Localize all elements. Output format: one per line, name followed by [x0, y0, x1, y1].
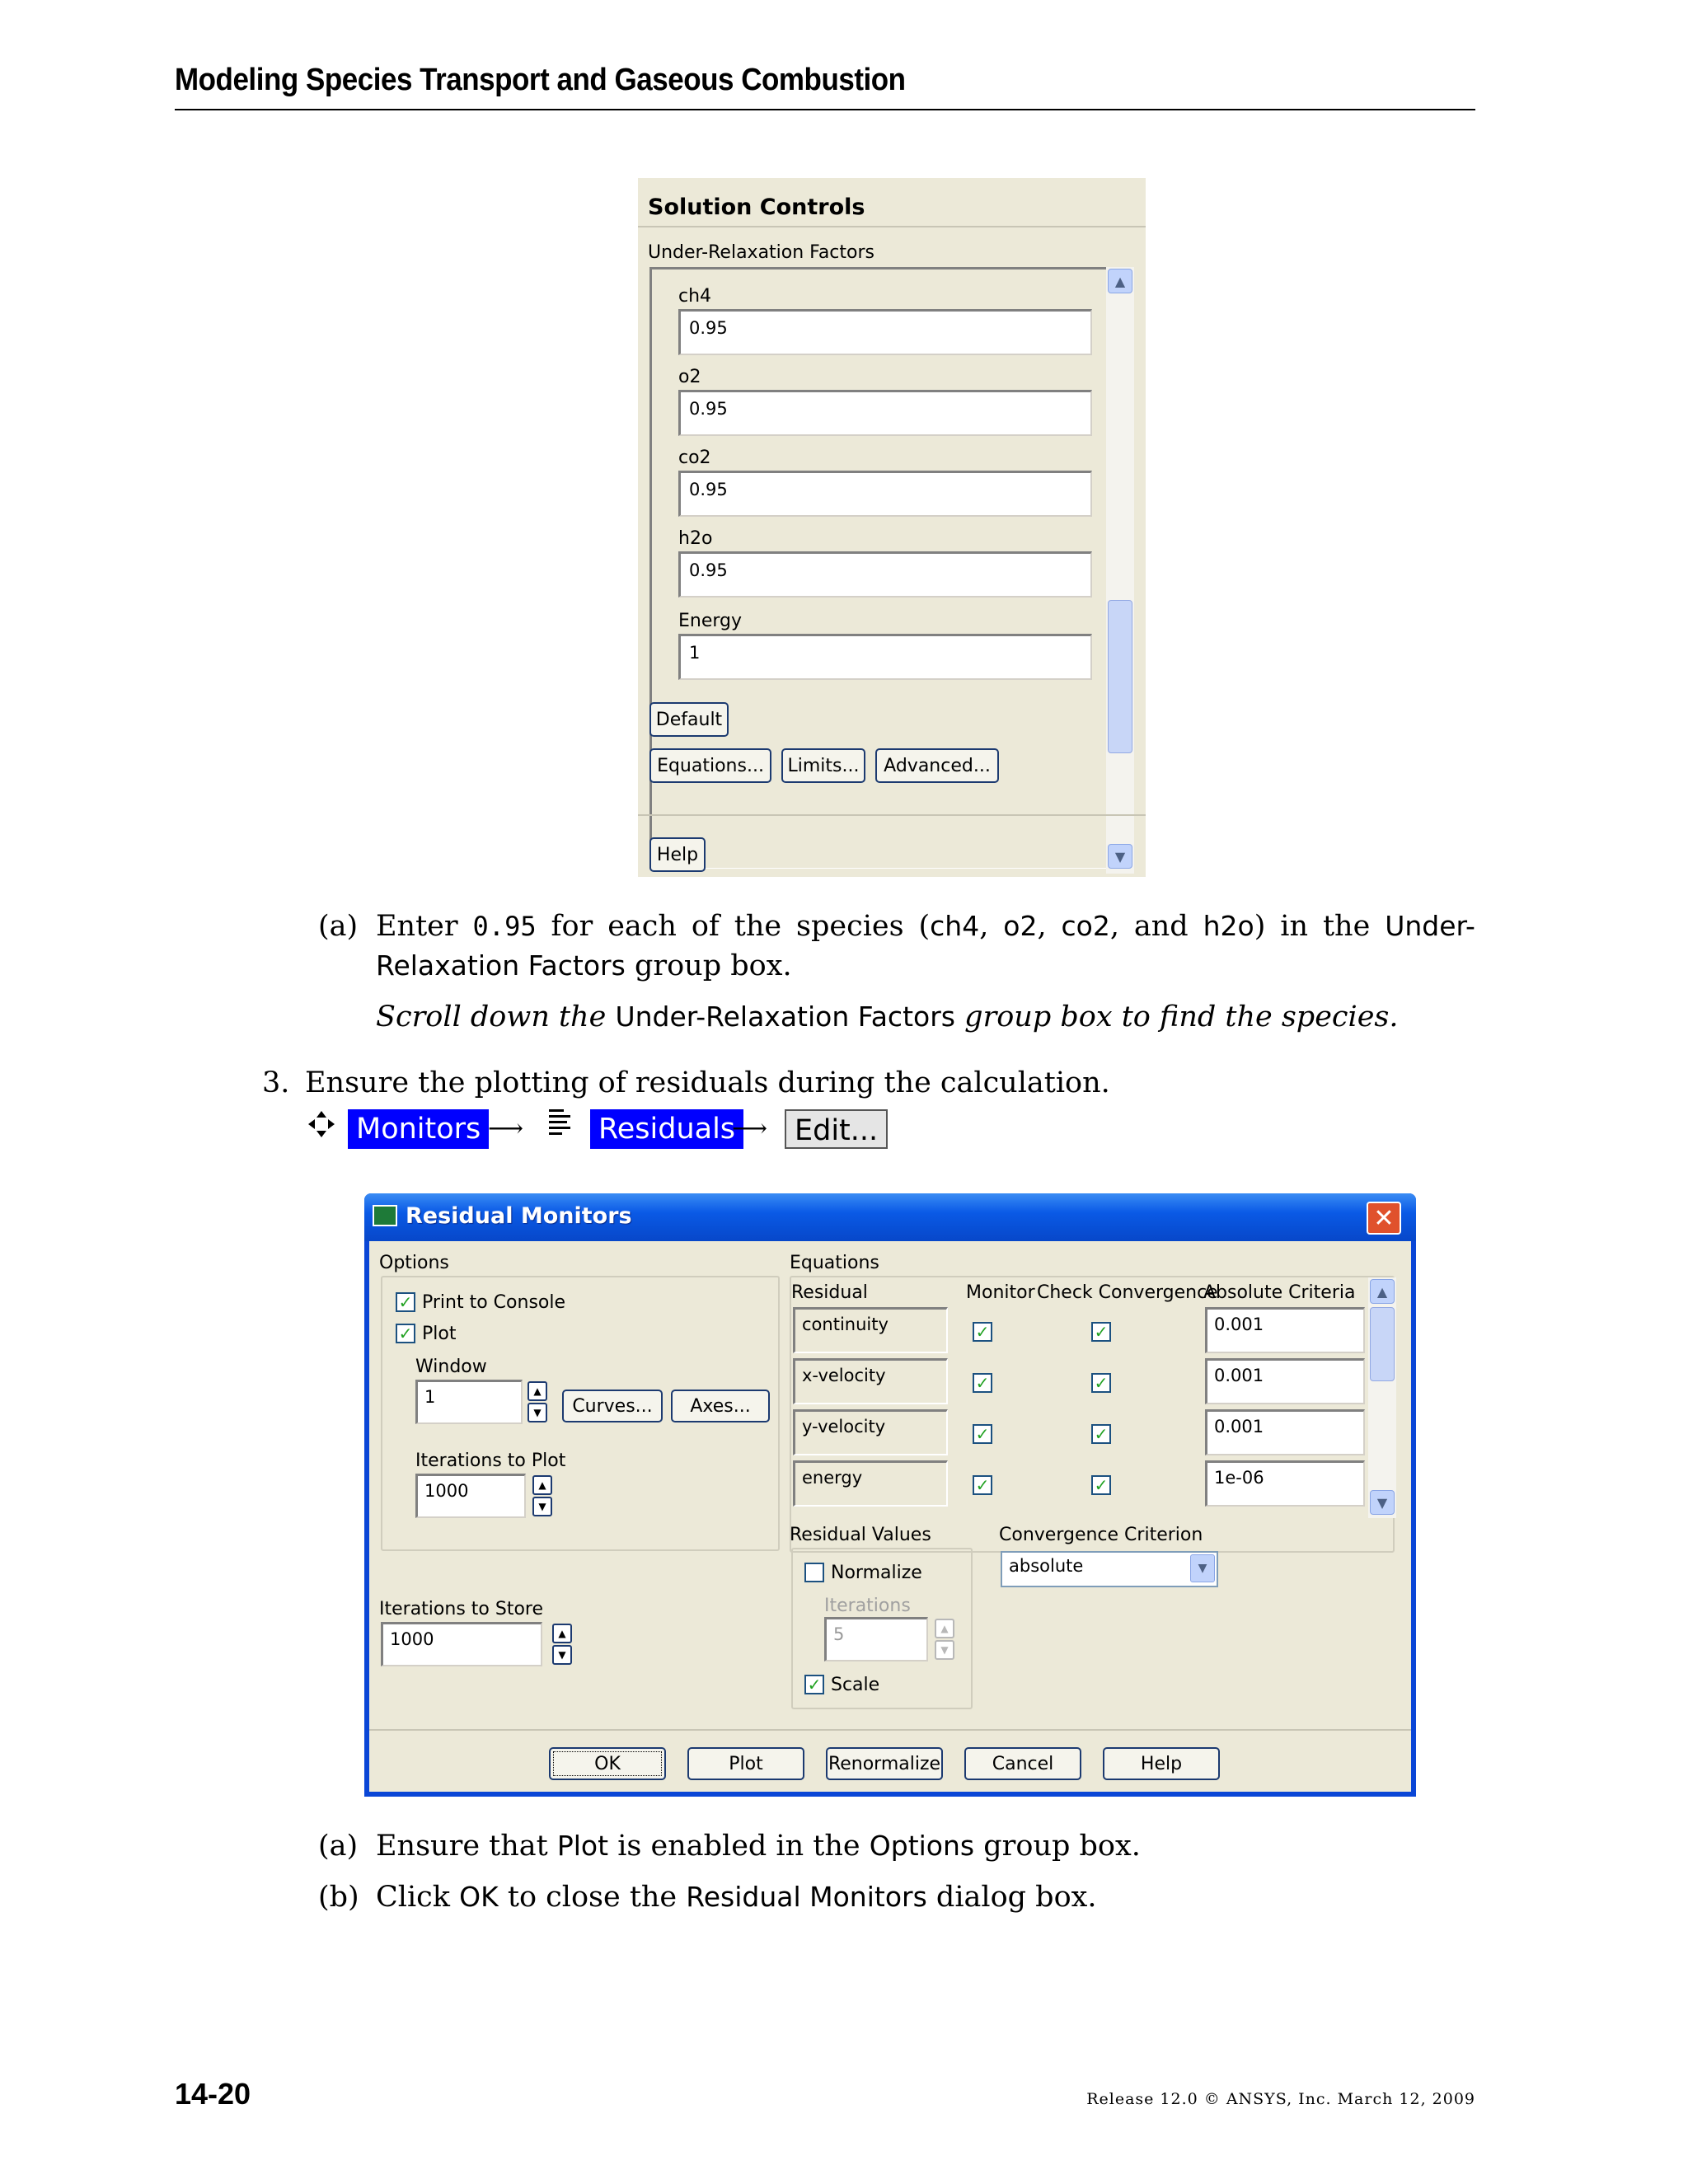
convergence-criterion-label: Convergence Criterion: [999, 1525, 1203, 1545]
equation-name-x-velocity: x-velocity: [793, 1358, 948, 1404]
plot-label: Plot: [422, 1324, 457, 1344]
step-a1-value: 0.95: [472, 911, 537, 942]
check-convergence-checkbox-energy[interactable]: ✓: [1091, 1475, 1111, 1495]
release-info: Release 12.0 © ANSYS, Inc. March 12, 2009: [1086, 2090, 1475, 2108]
step-b2-marker: (b): [318, 1881, 359, 1914]
criteria-input-x-velocity[interactable]: 0.001: [1205, 1358, 1365, 1404]
equations-label: Equations: [790, 1253, 879, 1273]
step-b2-part: Click: [376, 1881, 450, 1914]
species-ch4: ch4: [930, 910, 980, 942]
step-a1-text: group box.: [634, 949, 792, 982]
iterations-to-plot-input[interactable]: 1000: [415, 1474, 526, 1518]
residual-values-label: Residual Values: [790, 1525, 931, 1545]
scroll-thumb[interactable]: [1370, 1307, 1395, 1381]
residual-monitors-window: [364, 1193, 1416, 1797]
factor-input-co2[interactable]: 0.95: [678, 471, 1092, 517]
check-convergence-checkbox-y-velocity[interactable]: ✓: [1091, 1424, 1111, 1444]
criteria-input-y-velocity[interactable]: 0.001: [1205, 1409, 1365, 1455]
ok-button[interactable]: OK: [549, 1747, 666, 1780]
species-co2: co2: [1061, 910, 1110, 942]
convergence-criterion-select[interactable]: [1001, 1551, 1218, 1587]
step-a1-sep: ,: [1037, 910, 1062, 943]
factor-input-o2[interactable]: 0.95: [678, 390, 1092, 436]
iterations-to-store-input[interactable]: 1000: [381, 1622, 542, 1666]
step-a1-line2: [376, 946, 792, 986]
title-divider: [638, 226, 1146, 227]
chevron-down-icon[interactable]: ▼: [1190, 1554, 1215, 1582]
under-relaxation-group-label: Under-Relaxation Factors: [648, 242, 874, 263]
spin-down-icon[interactable]: ▼: [532, 1497, 552, 1516]
window-titlebar[interactable]: [364, 1193, 1416, 1241]
scroll-up-icon[interactable]: ▲: [1108, 269, 1132, 293]
scroll-down-icon[interactable]: ▼: [1370, 1490, 1395, 1515]
check-convergence-checkbox-x-velocity[interactable]: ✓: [1091, 1373, 1111, 1393]
bottom-divider: [638, 814, 1146, 816]
curves-button[interactable]: Curves...: [562, 1390, 663, 1422]
residual-values-group: [791, 1548, 973, 1709]
scale-label: Scale: [831, 1675, 880, 1695]
options-group: [381, 1276, 780, 1551]
spin-down-icon[interactable]: ▼: [528, 1403, 547, 1422]
iterations-label: Iterations: [824, 1596, 911, 1616]
button-row-divider: [369, 1729, 1411, 1731]
residuals-list-icon: [547, 1108, 574, 1136]
plot-checkbox[interactable]: ✓: [396, 1324, 415, 1343]
plot-button[interactable]: Plot: [687, 1747, 804, 1780]
spin-down-icon[interactable]: ▼: [552, 1645, 572, 1665]
help-button[interactable]: Help: [649, 837, 706, 872]
header-absolute-criteria: Absolute Criteria: [1203, 1282, 1356, 1303]
window-input[interactable]: 1: [415, 1380, 523, 1424]
solution-controls-panel: [638, 178, 1146, 877]
scroll-thumb[interactable]: [1108, 600, 1132, 753]
equations-scrollbar[interactable]: [1368, 1277, 1396, 1518]
iterations-to-store-label: Iterations to Store: [379, 1599, 543, 1619]
monitors-tree-icon: [307, 1109, 336, 1139]
step-a2-ui-plot: Plot: [556, 1830, 609, 1862]
step-a2-marker: (a): [318, 1830, 359, 1863]
group-name-part1: Under-: [1385, 910, 1475, 942]
group-name-part2: Relaxation Factors: [376, 949, 626, 982]
spin-up-icon[interactable]: ▲: [528, 1381, 547, 1401]
step-b2-ui-dialog: Residual Monitors: [686, 1881, 927, 1913]
scroll-down-icon[interactable]: ▼: [1108, 844, 1132, 869]
factor-label-ch4: ch4: [678, 286, 712, 307]
species-o2: o2: [1003, 910, 1038, 942]
app-icon: [373, 1205, 397, 1226]
step-b2-part: dialog box.: [935, 1881, 1097, 1914]
window-spinner[interactable]: [528, 1381, 549, 1424]
monitor-checkbox-x-velocity[interactable]: ✓: [973, 1373, 992, 1393]
help-button[interactable]: Help: [1103, 1747, 1220, 1780]
step-a1-sep: ,: [979, 910, 1004, 943]
cancel-button[interactable]: Cancel: [964, 1747, 1081, 1780]
factor-label-o2: o2: [678, 367, 701, 387]
equation-name-y-velocity: y-velocity: [793, 1409, 948, 1455]
page-number: 14-20: [175, 2077, 251, 2111]
under-relaxation-scrollbar[interactable]: [1106, 267, 1134, 874]
criteria-input-energy[interactable]: 1e-06: [1205, 1460, 1365, 1507]
check-convergence-checkbox-continuity[interactable]: ✓: [1091, 1322, 1111, 1342]
species-h2o: h2o: [1203, 910, 1254, 942]
equation-name-continuity: continuity: [793, 1307, 948, 1353]
factor-label-h2o: h2o: [678, 528, 713, 549]
iterations-to-store-spinner[interactable]: [552, 1624, 574, 1666]
step-b2-part: to close the: [507, 1881, 678, 1914]
note-text: group box to find the species.: [964, 1001, 1399, 1033]
step-a2-part: group box.: [983, 1830, 1141, 1863]
step-a1-text: for each of the species (: [551, 910, 931, 943]
header-check-convergence: Check Convergence: [1037, 1282, 1218, 1303]
step-a2-part: Ensure that: [376, 1830, 548, 1863]
nav-edit-button[interactable]: Edit...: [785, 1109, 888, 1149]
renormalize-button[interactable]: Renormalize: [826, 1747, 943, 1780]
normalize-label: Normalize: [831, 1563, 922, 1583]
nav-monitors[interactable]: Monitors: [348, 1109, 489, 1149]
step3-marker: 3.: [262, 1066, 290, 1099]
factor-label-energy: Energy: [678, 611, 743, 631]
step-b2-text: [376, 1877, 1097, 1917]
step3-text: Ensure the plotting of residuals during the calculation.: [305, 1066, 1110, 1099]
header-rule: [175, 109, 1475, 110]
factor-label-co2: co2: [678, 448, 711, 468]
step-a1-text: ) in the: [1254, 910, 1371, 943]
window-label: Window: [415, 1357, 487, 1377]
factor-input-ch4[interactable]: 0.95: [678, 309, 1092, 355]
window-title: Residual Monitors: [406, 1203, 632, 1229]
step-a1-sep: , and: [1109, 910, 1203, 943]
scale-checkbox[interactable]: ✓: [804, 1675, 824, 1694]
iterations-input[interactable]: 5: [824, 1617, 928, 1661]
scroll-up-icon[interactable]: ▲: [1370, 1279, 1395, 1304]
default-button[interactable]: Default: [649, 702, 729, 737]
close-icon[interactable]: ✕: [1367, 1202, 1401, 1235]
step-a1-note: [376, 997, 1399, 1037]
step-a2-text: [376, 1826, 1141, 1866]
step-b2-ui-ok: OK: [459, 1881, 499, 1913]
step-a1-text: Enter: [376, 910, 458, 943]
factor-input-h2o[interactable]: 0.95: [678, 551, 1092, 598]
print-to-console-checkbox[interactable]: ✓: [396, 1292, 415, 1312]
nav-residuals[interactable]: Residuals: [590, 1109, 743, 1149]
iterations-to-plot-label: Iterations to Plot: [415, 1451, 566, 1471]
step-a2-part: is enabled in the: [617, 1830, 860, 1863]
options-label: Options: [379, 1253, 449, 1273]
monitor-checkbox-y-velocity[interactable]: ✓: [973, 1424, 992, 1444]
print-to-console-label: Print to Console: [422, 1292, 566, 1313]
monitor-checkbox-continuity[interactable]: ✓: [973, 1322, 992, 1342]
spin-up-icon[interactable]: ▲: [552, 1624, 572, 1643]
step-a1-marker: (a): [318, 910, 359, 943]
note-text: Scroll down the: [376, 1001, 607, 1033]
factor-input-energy[interactable]: 1: [678, 634, 1092, 680]
nav-arrow: ⟶: [732, 1114, 768, 1143]
iterations-spinner[interactable]: [935, 1619, 956, 1661]
advanced-button[interactable]: Advanced...: [875, 748, 999, 783]
step-a2-ui-options: Options: [869, 1830, 975, 1862]
convergence-criterion-value: absolute: [1009, 1556, 1084, 1576]
axes-button[interactable]: Axes...: [671, 1390, 770, 1422]
monitor-checkbox-energy[interactable]: ✓: [973, 1475, 992, 1495]
nav-arrow: ⟶: [488, 1114, 524, 1143]
spin-up-icon[interactable]: ▲: [532, 1475, 552, 1495]
header-residual: Residual: [791, 1282, 868, 1303]
iterations-to-plot-spinner[interactable]: [532, 1475, 554, 1518]
equations-button[interactable]: Equations...: [649, 748, 771, 783]
equation-name-energy: energy: [793, 1460, 948, 1507]
header-monitor: Monitor: [966, 1282, 1035, 1303]
dialog-body: [369, 1241, 1411, 1792]
solution-controls-title: Solution Controls: [648, 194, 865, 220]
spin-up-icon[interactable]: ▲: [935, 1619, 954, 1638]
limits-button[interactable]: Limits...: [781, 748, 865, 783]
spin-down-icon[interactable]: ▼: [935, 1640, 954, 1660]
criteria-input-continuity[interactable]: 0.001: [1205, 1307, 1365, 1353]
normalize-checkbox[interactable]: [804, 1563, 824, 1582]
page-header-title: Modeling Species Transport and Gaseous Combustion: [175, 63, 906, 97]
note-group-name: Under-Relaxation Factors: [615, 1001, 955, 1033]
step-a1-line1: [376, 907, 1475, 946]
